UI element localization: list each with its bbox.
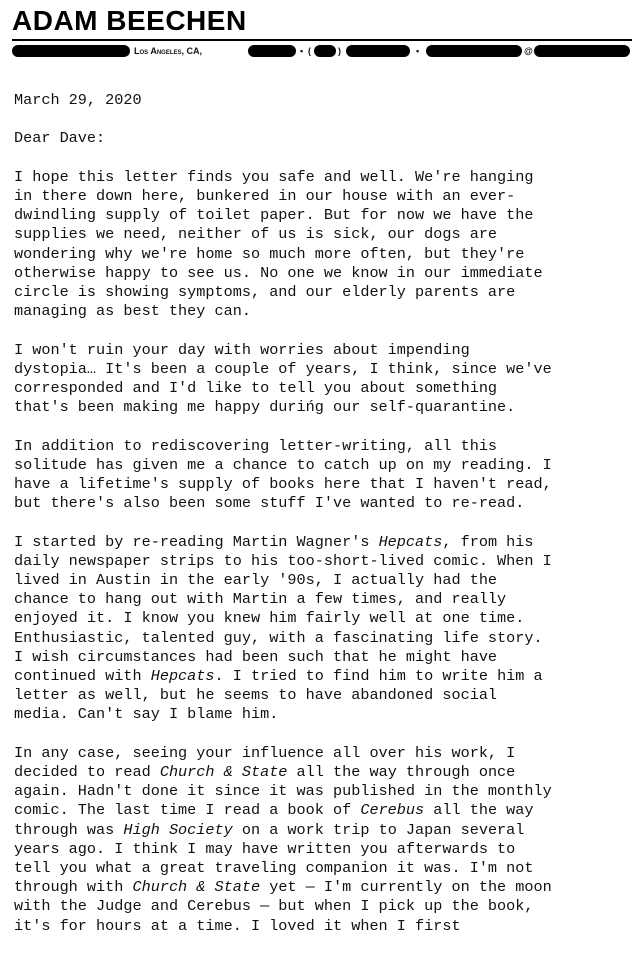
title-hepcats: Hepcats — [150, 667, 215, 686]
text-line: in there down here, bunkered in our house with an ever- — [14, 186, 516, 205]
text-line: solitude has given me a chance to catch up on my reading. I — [14, 455, 552, 474]
title-high-society: High Society — [123, 820, 233, 839]
text-line: Enthusiastic, talented guy, with a fascinating life story. — [14, 628, 543, 647]
text-line: otherwise happy to see us. No one we know in our immediate — [14, 263, 543, 282]
text-line: corresponded and I'd like to tell you about something — [14, 379, 498, 397]
text-line: that's been making me happy durińg our self-quarantine. — [14, 398, 516, 417]
paragraph-3 — [14, 437, 630, 514]
text-line: wondering why we're home so much more often, but they're — [14, 244, 525, 263]
contact-separator: • — [300, 46, 304, 56]
text-line: I wish circumstances had been such that he might have — [14, 647, 498, 666]
text-run: on a work trip to Japan several — [232, 820, 525, 839]
text-line: daily newspaper strips to his too-short-lived comic. When I — [14, 551, 552, 570]
letter-date: March 29, 2020 — [14, 91, 142, 109]
contact-paren-close: ) — [338, 46, 341, 56]
contact-at: @ — [524, 46, 533, 56]
paragraph-2 — [14, 341, 630, 418]
text-line: it's for hours at a time. I loved it when I first — [14, 916, 461, 935]
text-line — [14, 801, 630, 820]
text-run: all the way through once — [287, 763, 516, 782]
title-church-and-state: Church & State — [159, 763, 288, 782]
text-run: continued with — [14, 667, 151, 686]
text-line: have a lifetime's supply of books here that I haven't read, — [14, 475, 552, 493]
title-church-and-state: Church & State — [132, 878, 261, 897]
redacted-area-code — [314, 45, 336, 57]
text-line — [14, 533, 630, 552]
contact-paren-open: ( — [308, 46, 311, 56]
text-run: , from his — [442, 532, 534, 551]
text-line — [14, 763, 630, 782]
text-run: through with — [14, 878, 133, 897]
contact-line — [12, 43, 632, 59]
text-line — [14, 821, 630, 840]
text-line: I hope this letter finds you safe and well. We're hanging — [14, 167, 534, 186]
text-run: . I tried to find him to write him a — [214, 667, 543, 686]
paragraph-1 — [14, 168, 630, 322]
text-run: comic. The last time I read a book of — [14, 801, 361, 820]
letterhead — [12, 6, 632, 59]
text-line: In addition to rediscovering letter-writing, all this — [14, 436, 498, 455]
text-line: I won't ruin your day with worries about impending — [14, 340, 470, 359]
redacted-email-user — [426, 45, 522, 57]
text-line: with the Judge and Cerebus — but when I pick up the book, — [14, 897, 534, 916]
letter-body — [14, 91, 630, 955]
text-line: supplies we need, neither of us is sick, our dogs are — [14, 225, 498, 244]
paragraph-5 — [14, 744, 630, 936]
paragraph-4 — [14, 533, 630, 725]
text-line: again. Hadn't done it since it was published in the monthly — [14, 782, 552, 801]
text-line: In any case, seeing your influence all over his work, I — [14, 743, 516, 762]
text-line: tell you what a great traveling companion it was. I'm not — [14, 859, 534, 878]
letterhead-rule — [12, 39, 632, 41]
text-line: media. Can't say I blame him. — [14, 705, 279, 724]
redacted-phone — [346, 45, 410, 57]
text-run: all the way — [424, 801, 534, 820]
sender-name: ADAM BEECHEN — [12, 5, 247, 36]
text-run: I started by re-reading Martin Wagner's — [14, 532, 379, 551]
text-line: dwindling supply of toilet paper. But for now we have the — [14, 206, 534, 225]
contact-separator-2: • — [416, 46, 420, 56]
redacted-street — [12, 45, 130, 57]
text-line: managing as best they can. — [14, 302, 251, 321]
text-line — [14, 667, 630, 686]
text-run: yet — I'm currently on the moon — [260, 878, 552, 897]
text-run: through was — [14, 820, 124, 839]
text-line: dystopia… It's been a couple of years, I think, since we've — [14, 359, 552, 378]
contact-city: Los Angeles, CA, — [134, 46, 203, 56]
redacted-zip — [248, 45, 296, 57]
title-cerebus: Cerebus — [360, 801, 425, 820]
text-line: but there's also been some stuff I've wanted to re-read. — [14, 494, 525, 513]
text-line — [14, 878, 630, 897]
text-run: decided to read — [14, 763, 160, 782]
text-line: letter as well, but he seems to have abandoned social — [14, 686, 498, 705]
redacted-email-domain — [534, 45, 630, 57]
text-line: lived in Austin in the early '90s, I actually had the — [14, 571, 498, 589]
title-hepcats: Hepcats — [378, 532, 443, 551]
text-line: chance to hang out with Martin a few times, and really — [14, 590, 507, 609]
text-line: years ago. I think I may have written you afterwards to — [14, 839, 516, 858]
text-line: circle is showing symptoms, and our elderly parents are — [14, 283, 516, 301]
text-line: enjoyed it. I know you knew him fairly well at one time. — [14, 609, 525, 628]
letter-salutation: Dear Dave: — [14, 129, 106, 148]
